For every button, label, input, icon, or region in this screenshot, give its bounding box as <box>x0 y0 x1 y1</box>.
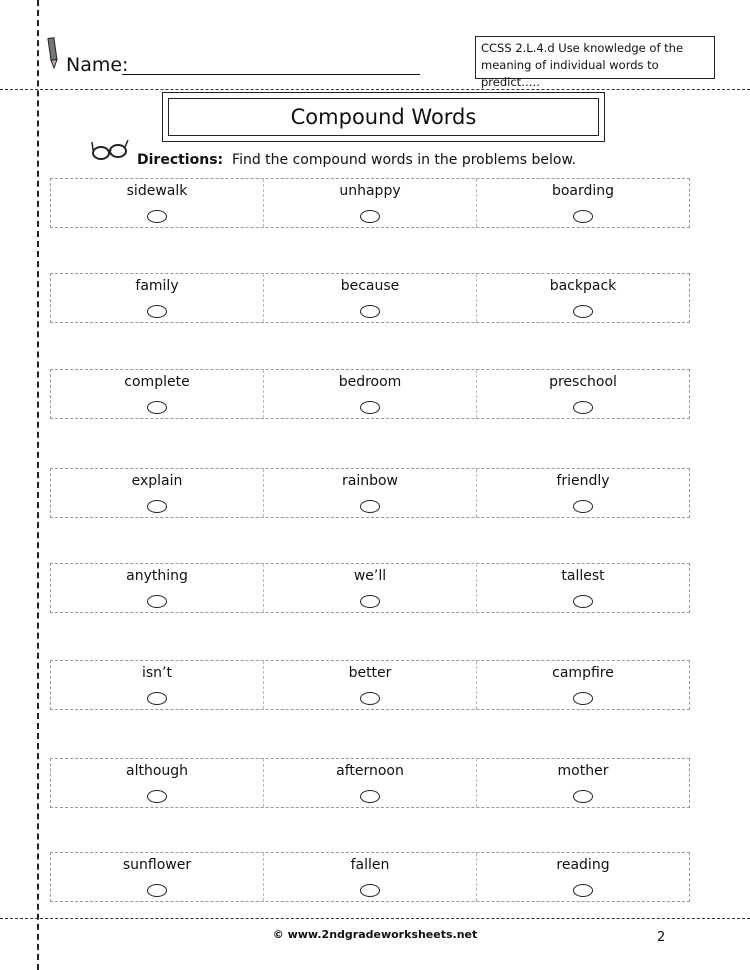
word-cell <box>477 661 689 709</box>
word-label: explain <box>131 473 183 489</box>
word-cell <box>477 179 689 227</box>
word-cell <box>264 759 477 807</box>
word-row <box>50 563 690 613</box>
word-cell <box>51 469 264 517</box>
directions <box>137 152 576 168</box>
word-label: reading <box>556 857 610 873</box>
word-cell <box>51 661 264 709</box>
word-row <box>50 758 690 808</box>
answer-bubble[interactable] <box>360 305 380 318</box>
word-cell <box>264 179 477 227</box>
glasses-icon <box>90 138 130 162</box>
answer-bubble[interactable] <box>573 790 593 803</box>
word-label: isn’t <box>142 665 172 681</box>
answer-bubble[interactable] <box>360 595 380 608</box>
answer-bubble[interactable] <box>360 692 380 705</box>
answer-bubble[interactable] <box>147 401 167 414</box>
word-label: sunflower <box>122 857 192 873</box>
left-dashed-margin-line <box>37 0 39 970</box>
answer-bubble[interactable] <box>573 210 593 223</box>
word-cell <box>477 274 689 322</box>
word-cell <box>51 179 264 227</box>
standard-box <box>475 36 715 89</box>
answer-bubble[interactable] <box>360 500 380 513</box>
word-label: friendly <box>556 473 610 489</box>
word-label: backpack <box>549 278 617 294</box>
word-cell <box>477 469 689 517</box>
word-label: afternoon <box>336 763 404 779</box>
standard-line-1: CCSS 2.L.4.d Use knowledge of the <box>481 41 684 55</box>
word-row <box>50 178 690 228</box>
word-cell <box>477 759 689 807</box>
answer-bubble[interactable] <box>147 595 167 608</box>
word-cell <box>51 370 264 418</box>
word-label: better <box>348 665 392 681</box>
word-cell <box>264 564 477 612</box>
word-cell <box>477 564 689 612</box>
answer-bubble[interactable] <box>147 305 167 318</box>
word-label: because <box>340 278 400 294</box>
word-label: fallen <box>350 857 390 873</box>
name-write-line[interactable] <box>122 74 420 75</box>
answer-bubble[interactable] <box>573 401 593 414</box>
word-label: campfire <box>552 665 614 681</box>
word-label: although <box>125 763 189 779</box>
word-cell <box>264 661 477 709</box>
standard-line-2: meaning of individual words to predict….. <box>481 58 659 89</box>
answer-bubble[interactable] <box>573 692 593 705</box>
word-cell <box>51 853 264 901</box>
word-label: bedroom <box>338 374 402 390</box>
word-label: complete <box>124 374 190 390</box>
answer-bubble[interactable] <box>573 305 593 318</box>
footer-website: © www.2ndgradeworksheets.net <box>272 928 478 941</box>
answer-bubble[interactable] <box>147 790 167 803</box>
word-cell <box>51 759 264 807</box>
word-label: boarding <box>551 183 615 199</box>
answer-bubble[interactable] <box>147 884 167 897</box>
answer-bubble[interactable] <box>360 884 380 897</box>
answer-bubble[interactable] <box>573 884 593 897</box>
word-label: tallest <box>561 568 605 584</box>
word-cell <box>51 564 264 612</box>
word-cell <box>264 469 477 517</box>
answer-bubble[interactable] <box>147 692 167 705</box>
name-label: Name: <box>66 54 129 76</box>
word-label: sidewalk <box>126 183 188 199</box>
answer-bubble[interactable] <box>360 401 380 414</box>
pencil-icon <box>46 36 60 70</box>
answer-bubble[interactable] <box>573 595 593 608</box>
word-row <box>50 660 690 710</box>
bottom-dashed-divider <box>0 918 750 919</box>
answer-bubble[interactable] <box>573 500 593 513</box>
page-title: Compound Words <box>168 98 599 136</box>
word-cell <box>477 853 689 901</box>
word-cell <box>264 274 477 322</box>
word-row <box>50 369 690 419</box>
word-cell <box>264 853 477 901</box>
word-label: unhappy <box>339 183 401 199</box>
answer-bubble[interactable] <box>147 210 167 223</box>
answer-bubble[interactable] <box>360 210 380 223</box>
answer-bubble[interactable] <box>360 790 380 803</box>
directions-text: Find the compound words in the problems below. <box>232 152 577 168</box>
word-label: rainbow <box>342 473 398 489</box>
page-number: 2 <box>657 930 666 945</box>
word-label: preschool <box>549 374 617 390</box>
answer-bubble[interactable] <box>147 500 167 513</box>
word-label: anything <box>126 568 188 584</box>
word-cell <box>51 274 264 322</box>
word-label: we’ll <box>353 568 387 584</box>
word-row <box>50 468 690 518</box>
word-row <box>50 852 690 902</box>
directions-label: Directions: <box>137 152 224 168</box>
word-cell <box>477 370 689 418</box>
title-box <box>162 92 605 142</box>
word-label: mother <box>557 763 609 779</box>
word-label: family <box>135 278 179 294</box>
word-row <box>50 273 690 323</box>
word-cell <box>264 370 477 418</box>
